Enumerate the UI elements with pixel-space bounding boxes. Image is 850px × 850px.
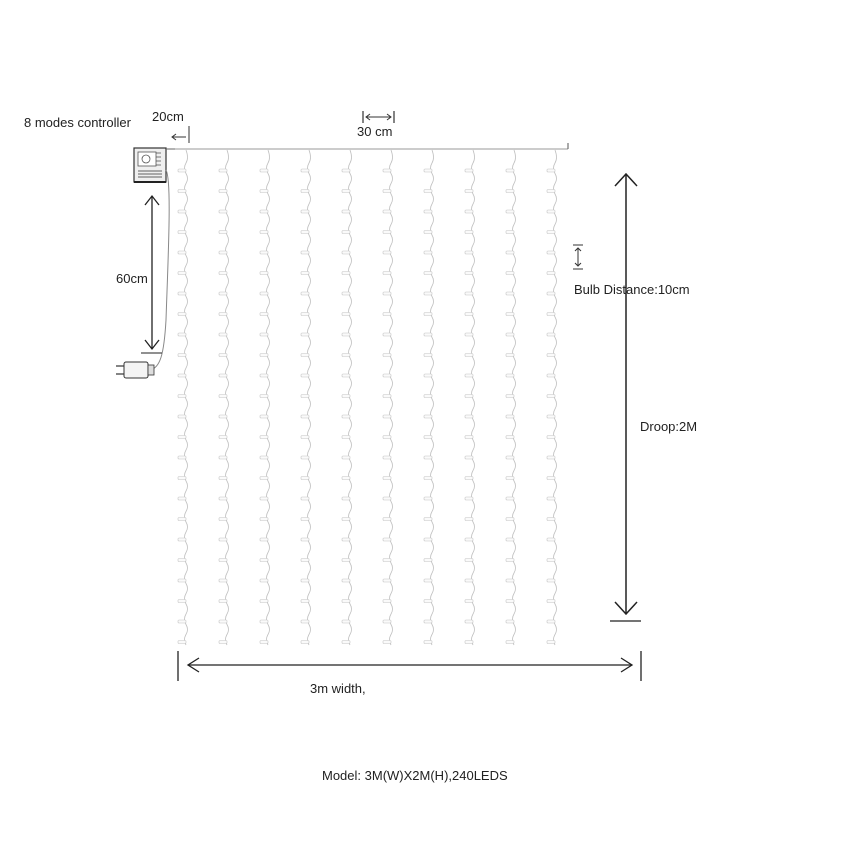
led-bulb	[260, 395, 268, 398]
led-bulb	[301, 559, 309, 562]
led-bulb	[219, 169, 227, 172]
led-bulb	[465, 374, 473, 377]
led-bulb	[506, 415, 514, 418]
led-bulb	[219, 231, 227, 234]
light-strand	[260, 150, 270, 645]
controller-box	[134, 148, 175, 182]
led-bulb	[219, 456, 227, 459]
light-strand	[547, 150, 557, 645]
led-bulb	[178, 518, 186, 521]
led-bulb	[424, 415, 432, 418]
led-bulb	[219, 600, 227, 603]
led-bulb	[383, 169, 391, 172]
led-bulb	[260, 518, 268, 521]
led-bulb	[301, 395, 309, 398]
led-bulb	[465, 251, 473, 254]
led-bulb	[465, 333, 473, 336]
power-plug-icon	[116, 362, 154, 378]
led-bulb	[383, 210, 391, 213]
light-strand	[465, 150, 475, 645]
led-bulb	[260, 559, 268, 562]
led-bulb	[506, 579, 514, 582]
led-bulb	[301, 641, 309, 644]
led-bulb	[260, 497, 268, 500]
led-bulb	[219, 518, 227, 521]
led-bulb	[424, 313, 432, 316]
led-bulb	[260, 313, 268, 316]
led-bulb	[301, 354, 309, 357]
led-bulb	[178, 497, 186, 500]
led-bulb	[260, 600, 268, 603]
led-bulb	[219, 333, 227, 336]
led-bulb	[301, 518, 309, 521]
led-bulb	[465, 169, 473, 172]
led-bulb	[301, 272, 309, 275]
width-label: 3m width,	[310, 681, 366, 696]
led-bulb	[383, 600, 391, 603]
led-bulb	[301, 477, 309, 480]
led-bulb	[219, 292, 227, 295]
led-bulb	[424, 169, 432, 172]
led-bulb	[383, 559, 391, 562]
led-bulb	[383, 620, 391, 623]
led-bulb	[506, 395, 514, 398]
led-bulb	[424, 641, 432, 644]
led-bulb	[342, 210, 350, 213]
led-bulb	[342, 272, 350, 275]
led-bulb	[506, 374, 514, 377]
led-bulb	[506, 272, 514, 275]
led-bulb	[424, 292, 432, 295]
led-bulb	[219, 251, 227, 254]
led-bulb	[547, 169, 555, 172]
led-bulb	[342, 559, 350, 562]
led-bulb	[383, 641, 391, 644]
led-bulb	[547, 313, 555, 316]
led-bulb	[342, 395, 350, 398]
led-bulb	[383, 272, 391, 275]
led-bulb	[383, 415, 391, 418]
led-bulb	[219, 579, 227, 582]
led-bulb	[547, 579, 555, 582]
light-strand	[424, 150, 434, 645]
led-bulb	[178, 579, 186, 582]
led-bulb	[547, 538, 555, 541]
led-bulb	[506, 436, 514, 439]
led-bulb	[219, 374, 227, 377]
led-bulb	[260, 169, 268, 172]
led-bulb	[547, 374, 555, 377]
led-bulb	[465, 456, 473, 459]
led-bulb	[342, 231, 350, 234]
led-bulb	[424, 354, 432, 357]
controller-cable	[150, 170, 169, 370]
led-bulb	[424, 210, 432, 213]
led-bulb	[301, 579, 309, 582]
led-bulb	[383, 354, 391, 357]
led-bulb	[547, 190, 555, 193]
width-arrow	[178, 651, 641, 681]
led-bulb	[424, 600, 432, 603]
led-bulb	[465, 436, 473, 439]
controller-label: 8 modes controller	[24, 115, 131, 130]
led-bulb	[506, 333, 514, 336]
led-bulb	[219, 641, 227, 644]
led-bulb	[465, 620, 473, 623]
led-bulb	[547, 395, 555, 398]
led-bulb	[465, 641, 473, 644]
led-bulb	[506, 538, 514, 541]
light-strand	[178, 150, 188, 645]
led-bulb	[342, 415, 350, 418]
led-bulb	[301, 292, 309, 295]
led-bulb	[383, 497, 391, 500]
led-bulb	[260, 231, 268, 234]
led-bulb	[219, 272, 227, 275]
led-bulb	[178, 538, 186, 541]
light-strand	[383, 150, 393, 645]
led-bulb	[178, 456, 186, 459]
led-bulb	[260, 354, 268, 357]
led-bulb	[301, 436, 309, 439]
led-bulb	[178, 477, 186, 480]
cable-60cm-label: 60cm	[116, 271, 148, 286]
led-bulb	[178, 374, 186, 377]
led-bulb	[424, 272, 432, 275]
led-bulb	[506, 292, 514, 295]
led-bulb	[506, 456, 514, 459]
led-bulb	[465, 477, 473, 480]
led-bulb	[301, 210, 309, 213]
led-bulb	[342, 456, 350, 459]
led-bulb	[465, 395, 473, 398]
led-bulb	[301, 231, 309, 234]
led-bulb	[301, 456, 309, 459]
led-bulb	[260, 415, 268, 418]
led-bulb	[260, 374, 268, 377]
led-bulb	[424, 559, 432, 562]
led-bulb	[383, 456, 391, 459]
led-bulb	[424, 436, 432, 439]
led-bulb	[301, 333, 309, 336]
led-bulb	[178, 395, 186, 398]
led-bulb	[383, 251, 391, 254]
led-bulb	[465, 313, 473, 316]
led-bulb	[342, 374, 350, 377]
led-bulb	[342, 518, 350, 521]
led-bulb	[178, 620, 186, 623]
led-bulb	[260, 251, 268, 254]
strand-spacing-arrow	[363, 111, 394, 123]
led-bulb	[219, 415, 227, 418]
led-bulb	[547, 641, 555, 644]
led-bulb	[342, 313, 350, 316]
led-bulb	[547, 231, 555, 234]
led-bulb	[547, 210, 555, 213]
led-bulb	[301, 313, 309, 316]
led-bulb	[301, 190, 309, 193]
led-bulb	[506, 251, 514, 254]
led-bulb	[219, 538, 227, 541]
led-bulb	[383, 374, 391, 377]
led-bulb	[506, 477, 514, 480]
led-bulb	[342, 190, 350, 193]
led-bulb	[178, 313, 186, 316]
led-bulb	[178, 600, 186, 603]
led-bulb	[178, 354, 186, 357]
led-bulb	[547, 333, 555, 336]
led-bulb	[219, 559, 227, 562]
led-bulb	[178, 231, 186, 234]
led-bulb	[383, 477, 391, 480]
led-bulb	[506, 559, 514, 562]
led-bulb	[342, 579, 350, 582]
bulb-distance-label: Bulb Distance:10cm	[574, 282, 690, 297]
led-bulb	[383, 518, 391, 521]
led-bulb	[547, 456, 555, 459]
led-bulb	[383, 579, 391, 582]
led-bulb	[465, 600, 473, 603]
led-bulb	[260, 456, 268, 459]
led-bulb	[342, 620, 350, 623]
led-bulb	[301, 620, 309, 623]
led-bulb	[219, 395, 227, 398]
led-bulb	[260, 620, 268, 623]
led-bulb	[506, 497, 514, 500]
led-bulb	[178, 436, 186, 439]
led-bulb	[506, 641, 514, 644]
led-bulb	[506, 354, 514, 357]
led-bulb	[506, 313, 514, 316]
led-bulb	[465, 354, 473, 357]
led-bulb	[383, 313, 391, 316]
led-bulb	[465, 518, 473, 521]
led-bulb	[383, 190, 391, 193]
led-bulb	[465, 210, 473, 213]
led-bulb	[301, 169, 309, 172]
led-bulb	[383, 292, 391, 295]
led-bulb	[465, 190, 473, 193]
led-bulb	[260, 641, 268, 644]
led-bulb	[506, 518, 514, 521]
droop-label: Droop:2M	[640, 419, 698, 434]
led-bulb	[219, 190, 227, 193]
light-strand	[342, 150, 352, 645]
led-bulb	[506, 210, 514, 213]
led-bulb	[424, 497, 432, 500]
model-label: Model: 3M(W)X2M(H),240LEDS	[322, 768, 508, 783]
led-bulb	[301, 497, 309, 500]
light-strand	[219, 150, 229, 645]
led-bulb	[260, 190, 268, 193]
led-bulb	[342, 292, 350, 295]
led-bulb	[260, 272, 268, 275]
led-bulb	[465, 292, 473, 295]
light-strand	[301, 150, 311, 645]
led-bulb	[178, 210, 186, 213]
led-bulb	[506, 169, 514, 172]
led-bulb	[178, 251, 186, 254]
led-bulb	[547, 354, 555, 357]
bulb-distance-arrow	[573, 245, 583, 269]
led-bulb	[219, 497, 227, 500]
led-bulb	[547, 292, 555, 295]
led-bulb	[424, 251, 432, 254]
led-bulb	[219, 436, 227, 439]
led-bulb	[383, 333, 391, 336]
led-bulb	[424, 374, 432, 377]
led-bulb	[219, 354, 227, 357]
led-bulb	[424, 333, 432, 336]
led-bulb	[342, 333, 350, 336]
led-bulb	[547, 559, 555, 562]
led-bulb	[547, 518, 555, 521]
led-bulb	[547, 415, 555, 418]
led-bulb	[506, 190, 514, 193]
led-bulb	[424, 579, 432, 582]
led-bulb	[506, 620, 514, 623]
led-bulb	[301, 374, 309, 377]
led-bulb	[547, 600, 555, 603]
led-bulb	[178, 190, 186, 193]
led-bulb	[301, 251, 309, 254]
light-strand	[506, 150, 516, 645]
led-bulb	[383, 538, 391, 541]
led-bulb	[424, 518, 432, 521]
led-bulb	[342, 477, 350, 480]
led-bulb	[178, 272, 186, 275]
led-bulb	[547, 272, 555, 275]
led-bulb	[342, 538, 350, 541]
led-bulb	[219, 477, 227, 480]
led-bulb	[219, 313, 227, 316]
led-bulb	[260, 210, 268, 213]
led-bulb	[547, 477, 555, 480]
led-bulb	[465, 231, 473, 234]
led-bulb	[219, 210, 227, 213]
droop-arrow	[610, 174, 641, 621]
led-bulb	[178, 415, 186, 418]
led-bulb	[178, 559, 186, 562]
led-bulb	[178, 169, 186, 172]
led-bulb	[342, 497, 350, 500]
led-bulb	[506, 231, 514, 234]
led-bulb	[260, 292, 268, 295]
led-bulb	[547, 497, 555, 500]
lead-20cm-arrow	[172, 126, 189, 143]
led-bulb	[260, 477, 268, 480]
led-bulb	[342, 641, 350, 644]
led-bulb	[547, 620, 555, 623]
led-bulb	[383, 395, 391, 398]
led-bulb	[301, 415, 309, 418]
led-bulb	[219, 620, 227, 623]
led-bulb	[342, 354, 350, 357]
led-bulb	[260, 436, 268, 439]
led-bulb	[260, 579, 268, 582]
led-bulb	[260, 538, 268, 541]
lead-20cm-label: 20cm	[152, 109, 184, 124]
led-bulb	[342, 600, 350, 603]
led-bulb	[342, 169, 350, 172]
led-bulb	[424, 190, 432, 193]
led-bulb	[465, 538, 473, 541]
led-bulb	[465, 559, 473, 562]
led-bulb	[547, 436, 555, 439]
light-strands	[178, 150, 557, 645]
led-bulb	[465, 497, 473, 500]
led-bulb	[178, 333, 186, 336]
led-bulb	[424, 620, 432, 623]
led-bulb	[465, 272, 473, 275]
led-bulb	[424, 231, 432, 234]
led-bulb	[342, 436, 350, 439]
led-bulb	[465, 579, 473, 582]
led-bulb	[465, 415, 473, 418]
led-bulb	[301, 600, 309, 603]
led-bulb	[506, 600, 514, 603]
led-bulb	[178, 292, 186, 295]
led-bulb	[547, 251, 555, 254]
led-bulb	[383, 231, 391, 234]
led-bulb	[424, 456, 432, 459]
led-bulb	[424, 477, 432, 480]
led-bulb	[424, 538, 432, 541]
led-bulb	[342, 251, 350, 254]
led-bulb	[383, 436, 391, 439]
led-bulb	[424, 395, 432, 398]
strand-spacing-label: 30 cm	[357, 124, 393, 139]
led-bulb	[301, 538, 309, 541]
led-bulb	[178, 641, 186, 644]
led-bulb	[260, 333, 268, 336]
